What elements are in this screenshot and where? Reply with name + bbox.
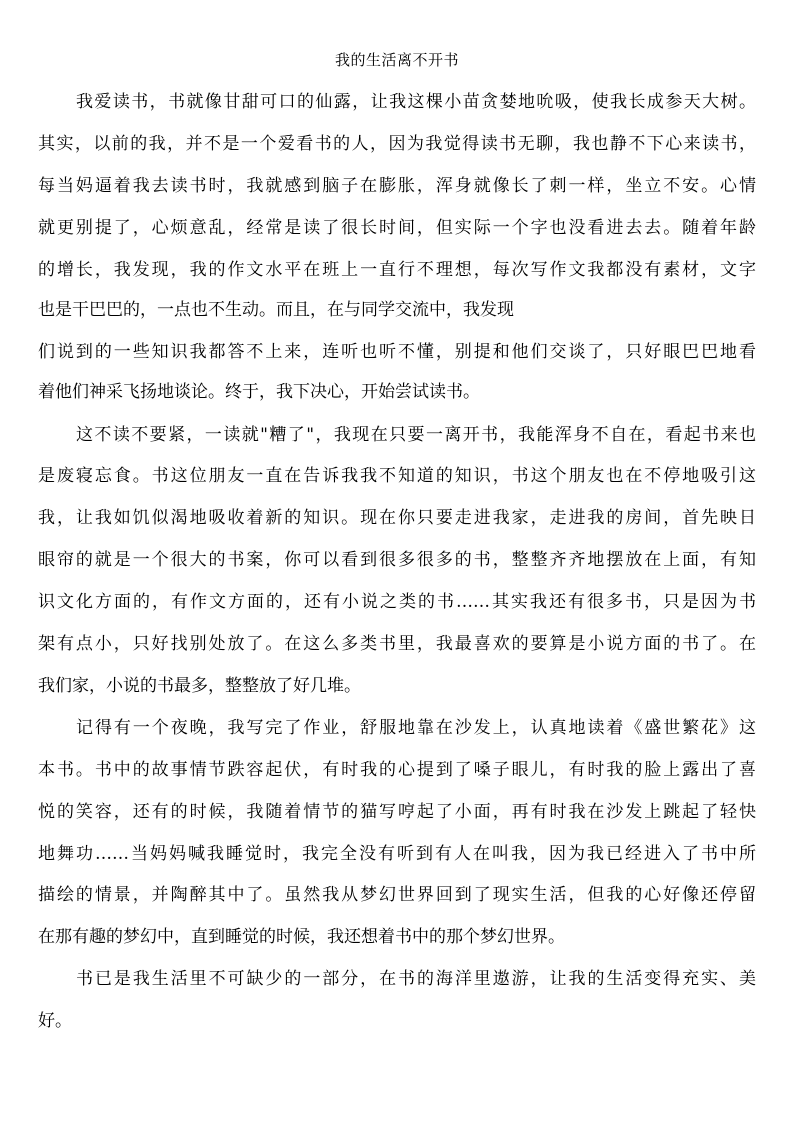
- paragraph-line: 悦的笑容，还有的时候，我随着情节的猫写哼起了小面，再有时我在沙发上跳起了轻快: [38, 802, 756, 822]
- paragraph-line: 这不读不要紧，一读就"糟了"，我现在只要一离开书，我能浑身不自在，看起书来也: [76, 425, 756, 445]
- page-title: 我的生活离不开书: [334, 51, 459, 69]
- paragraph-line: 地舞功……当妈妈喊我睡觉时，我完全没有听到有人在叫我，因为我已经进入了书中所: [38, 844, 756, 864]
- paragraph-line: 就更别提了，心烦意乱，经常是读了很长时间，但实际一个字也没看进去去。随着年龄: [38, 218, 756, 238]
- paragraph-line: 好。: [38, 1011, 72, 1031]
- paragraph-line: 我们家，小说的书最多，整整放了好几堆。: [38, 676, 361, 696]
- paragraph-line: 是废寝忘食。书这位朋友一直在告诉我我不知道的知识，书这个朋友也在不停地吸引这: [38, 466, 756, 486]
- paragraph-line: 本书。书中的故事情节跌容起伏，有时我的心提到了嗓子眼儿，有时我的脸上露出了喜: [38, 760, 756, 780]
- paragraph-line: 其实，以前的我，并不是一个爱看书的人，因为我觉得读书无聊，我也静不下心来读书，: [38, 134, 756, 154]
- paragraph-line: 的增长，我发现，我的作文水平在班上一直行不理想，每次写作文我都没有素材，文字: [38, 260, 756, 280]
- paragraph-line: 架有点小，只好找别处放了。在这么多类书里，我最喜欢的要算是小说方面的书了。在: [38, 634, 756, 654]
- paragraph-line: 我爱读书，书就像甘甜可口的仙露，让我这棵小苗贪婪地吮吸，使我长成参天大树。: [76, 92, 756, 112]
- paragraph-line: 识文化方面的，有作文方面的，还有小说之类的书……其实我还有很多书，只是因为书: [38, 592, 756, 612]
- paragraph-line: 在那有趣的梦幻中，直到睡觉的时候，我还想着书中的那个梦幻世界。: [38, 927, 565, 947]
- paragraph-line: 记得有一个夜晚，我写完了作业，舒服地靠在沙发上，认真地读着《盛世繁花》这: [76, 718, 756, 738]
- paragraph-line: 每当妈逼着我去读书时，我就感到脑子在膨胀，浑身就像长了刺一样，坐立不安。心情: [38, 176, 756, 196]
- paragraph-line: 们说到的一些知识我都答不上来，连听也听不懂，别提和他们交谈了，只好眼巴巴地看: [38, 342, 756, 362]
- paragraph-line: 描绘的情景，并陶醉其中了。虽然我从梦幻世界回到了现实生活，但我的心好像还停留: [38, 885, 756, 905]
- paragraph-line: 我，让我如饥似渴地吸收着新的知识。现在你只要走进我家，走进我的房间，首先映日: [38, 508, 756, 528]
- paragraph-line: 书已是我生活里不可缺少的一部分，在书的海洋里遨游，让我的生活变得充实、美: [76, 969, 756, 989]
- paragraph-line: 眼帘的就是一个很大的书案，你可以看到很多很多的书，整整齐齐地摆放在上面，有知: [38, 550, 756, 570]
- paragraph-line: 着他们神采飞扬地谈论。终于，我下决心，开始尝试读书。: [38, 382, 480, 402]
- paragraph-line: 也是干巴巴的，一点也不生动。而且，在与同学交流中，我发现: [38, 300, 514, 320]
